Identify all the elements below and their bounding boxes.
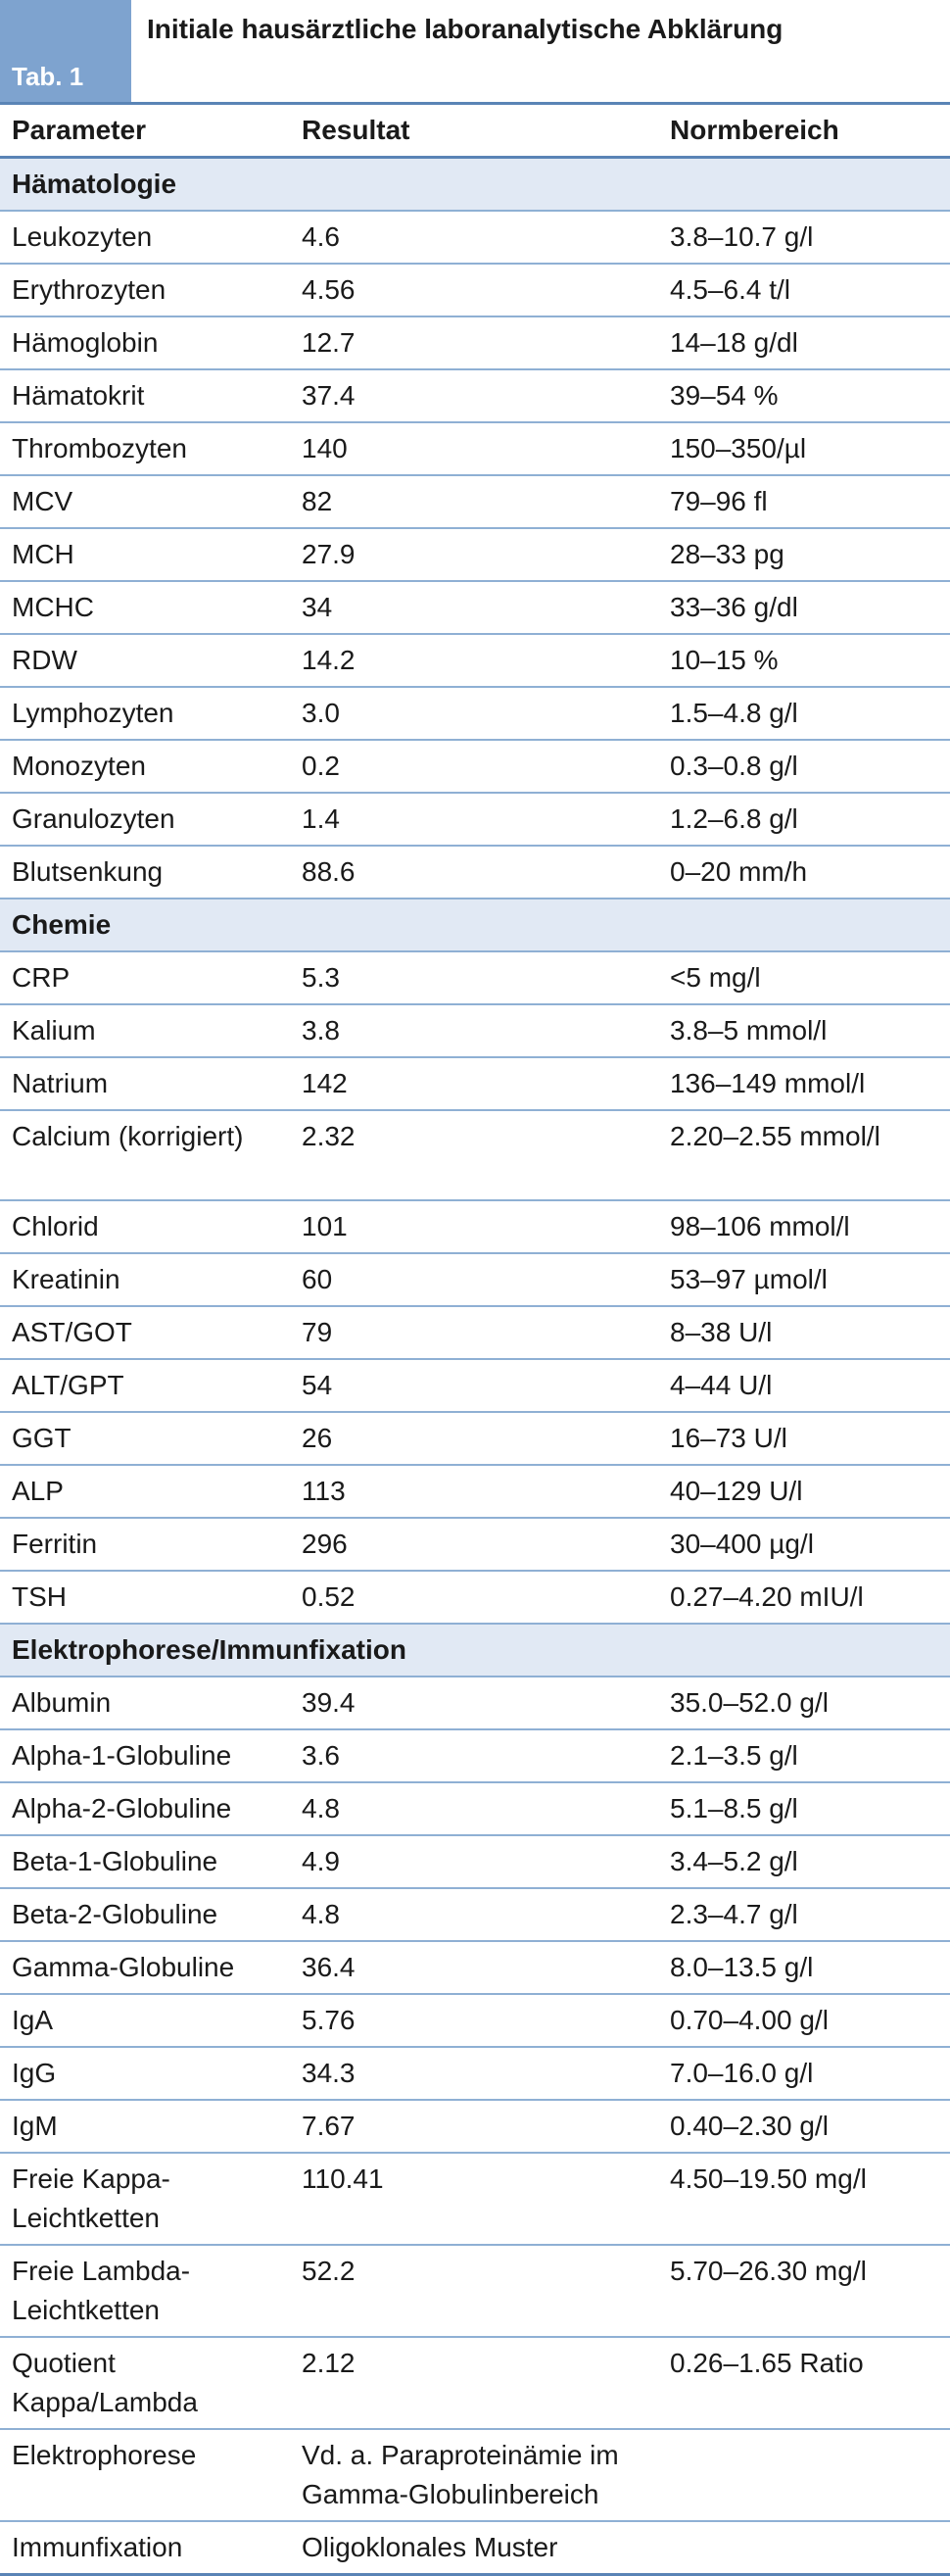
range-cell: 2.1–3.5 g/l [658,1729,950,1782]
table-row [0,1518,950,1571]
range-cell: 8.0–13.5 g/l [658,1941,950,1994]
parameter-cell: Kalium [0,1004,290,1057]
parameter-cell: TSH [0,1571,290,1624]
result-cell: 60 [290,1253,658,1306]
result-cell: 79 [290,1306,658,1359]
table-row [0,1465,950,1518]
table-row [0,1571,950,1624]
parameter-cell: Leukozyten [0,211,290,264]
table-row [0,1306,950,1359]
result-cell: 296 [290,1518,658,1571]
range-cell: 14–18 g/dl [658,316,950,369]
result-cell: 54 [290,1359,658,1412]
range-cell: 150–350/µl [658,422,950,475]
header-result: Resultat [290,104,658,158]
table-row [0,475,950,528]
result-cell: 36.4 [290,1941,658,1994]
range-cell: 0.3–0.8 g/l [658,740,950,793]
range-cell: 3.8–10.7 g/l [658,211,950,264]
table-row [0,1994,950,2047]
table-row [0,316,950,369]
range-cell: 30–400 µg/l [658,1518,950,1571]
parameter-cell: Freie Lambda-Leichtketten [0,2245,290,2337]
table-row [0,1729,950,1782]
table-header-row [0,104,950,158]
result-cell: 14.2 [290,634,658,687]
table-row [0,1412,950,1465]
parameter-cell: Lymphozyten [0,687,290,740]
table-row [0,1677,950,1729]
result-cell: 4.6 [290,211,658,264]
table-row [0,2100,950,2153]
section-header-row [0,158,950,212]
result-cell: 2.12 [290,2337,658,2429]
parameter-cell: Erythrozyten [0,264,290,316]
range-cell: 39–54 % [658,369,950,422]
table-row [0,1110,950,1200]
result-cell: Oligoklonales Muster [290,2521,658,2575]
parameter-cell: Quotient Kappa/Lambda [0,2337,290,2429]
table-row [0,1359,950,1412]
parameter-cell: Elektrophorese [0,2429,290,2521]
parameter-cell: ALT/GPT [0,1359,290,1412]
range-cell: 1.2–6.8 g/l [658,793,950,846]
result-cell: 26 [290,1412,658,1465]
parameter-cell: Thrombozyten [0,422,290,475]
result-cell: 5.3 [290,951,658,1004]
range-cell: 79–96 fl [658,475,950,528]
result-cell: 110.41 [290,2153,658,2245]
section-header-row [0,899,950,951]
result-cell: 3.6 [290,1729,658,1782]
result-cell: 82 [290,475,658,528]
table-row [0,1057,950,1110]
result-cell: 4.8 [290,1888,658,1941]
result-cell: 113 [290,1465,658,1518]
table-row [0,2337,950,2429]
section-title: Chemie [0,899,950,951]
result-cell: 39.4 [290,1677,658,1729]
header-parameter: Parameter [0,104,290,158]
parameter-cell: Ferritin [0,1518,290,1571]
parameter-cell: AST/GOT [0,1306,290,1359]
table-row [0,1253,950,1306]
result-cell: 4.8 [290,1782,658,1835]
parameter-cell: GGT [0,1412,290,1465]
table-row [0,2429,950,2521]
parameter-cell: Calcium (korrigiert) [0,1110,290,1200]
table-row [0,528,950,581]
range-cell: 33–36 g/dl [658,581,950,634]
table-row [0,2245,950,2337]
range-cell: 28–33 pg [658,528,950,581]
result-cell: 0.2 [290,740,658,793]
parameter-cell: Granulozyten [0,793,290,846]
table-row [0,951,950,1004]
result-cell: 3.8 [290,1004,658,1057]
range-cell: 53–97 µmol/l [658,1253,950,1306]
range-cell: 0.70–4.00 g/l [658,1994,950,2047]
parameter-cell: Beta-2-Globuline [0,1888,290,1941]
table-row [0,581,950,634]
table-row [0,740,950,793]
parameter-cell: Albumin [0,1677,290,1729]
result-cell: 1.4 [290,793,658,846]
parameter-cell: Alpha-1-Globuline [0,1729,290,1782]
parameter-cell: IgA [0,1994,290,2047]
parameter-cell: CRP [0,951,290,1004]
result-cell: 0.52 [290,1571,658,1624]
parameter-cell: Kreatinin [0,1253,290,1306]
result-cell: Vd. a. Paraproteinämie im Gamma-Globulinbereich [290,2429,658,2521]
table-row [0,211,950,264]
table-row [0,793,950,846]
table-title: Initiale hausärztliche laboranalytische Abklärung [147,14,784,44]
result-cell: 4.9 [290,1835,658,1888]
lab-results-table [0,102,950,2576]
range-cell [658,2429,950,2521]
table-row [0,264,950,316]
table-row [0,1835,950,1888]
parameter-cell: Alpha-2-Globuline [0,1782,290,1835]
range-cell: 0–20 mm/h [658,846,950,899]
parameter-cell: IgM [0,2100,290,2153]
range-cell: 5.70–26.30 mg/l [658,2245,950,2337]
table-body [0,158,950,2575]
range-cell: 0.40–2.30 g/l [658,2100,950,2153]
parameter-cell: Hämoglobin [0,316,290,369]
range-cell: 0.26–1.65 Ratio [658,2337,950,2429]
parameter-cell: Blutsenkung [0,846,290,899]
parameter-cell: Freie Kappa-Leichtketten [0,2153,290,2245]
table-title-bar [0,0,950,102]
result-cell: 52.2 [290,2245,658,2337]
range-cell [658,2521,950,2575]
parameter-cell: Gamma-Globuline [0,1941,290,1994]
range-cell: 3.8–5 mmol/l [658,1004,950,1057]
parameter-cell: ALP [0,1465,290,1518]
range-cell: 40–129 U/l [658,1465,950,1518]
result-cell: 3.0 [290,687,658,740]
header-range: Normbereich [658,104,950,158]
range-cell: 98–106 mmol/l [658,1200,950,1253]
range-cell: <5 mg/l [658,951,950,1004]
range-cell: 2.20–2.55 mmol/l [658,1110,950,1200]
parameter-cell: Chlorid [0,1200,290,1253]
table-row [0,846,950,899]
range-cell: 4–44 U/l [658,1359,950,1412]
range-cell: 136–149 mmol/l [658,1057,950,1110]
table-row [0,1888,950,1941]
result-cell: 34 [290,581,658,634]
table-row [0,2521,950,2575]
table-row [0,1782,950,1835]
parameter-cell: Immunfixation [0,2521,290,2575]
parameter-cell: IgG [0,2047,290,2100]
table-row [0,1200,950,1253]
section-title: Elektrophorese/Immunfixation [0,1624,950,1677]
range-cell: 10–15 % [658,634,950,687]
range-cell: 7.0–16.0 g/l [658,2047,950,2100]
result-cell: 2.32 [290,1110,658,1200]
result-cell: 27.9 [290,528,658,581]
result-cell: 4.56 [290,264,658,316]
range-cell: 5.1–8.5 g/l [658,1782,950,1835]
table-row [0,2153,950,2245]
result-cell: 34.3 [290,2047,658,2100]
range-cell: 1.5–4.8 g/l [658,687,950,740]
table-row [0,1004,950,1057]
section-header-row [0,1624,950,1677]
parameter-cell: Beta-1-Globuline [0,1835,290,1888]
parameter-cell: Monozyten [0,740,290,793]
range-cell: 16–73 U/l [658,1412,950,1465]
table-row [0,369,950,422]
range-cell: 0.27–4.20 mIU/l [658,1571,950,1624]
result-cell: 5.76 [290,1994,658,2047]
table-number-label: Tab. 1 [0,0,131,102]
table-row [0,634,950,687]
range-cell: 35.0–52.0 g/l [658,1677,950,1729]
range-cell: 4.5–6.4 t/l [658,264,950,316]
parameter-cell: Hämatokrit [0,369,290,422]
result-cell: 140 [290,422,658,475]
parameter-cell: MCV [0,475,290,528]
parameter-cell: MCHC [0,581,290,634]
result-cell: 142 [290,1057,658,1110]
table-row [0,2047,950,2100]
table-row [0,687,950,740]
result-cell: 12.7 [290,316,658,369]
table-row [0,422,950,475]
section-title: Hämatologie [0,158,950,212]
parameter-cell: MCH [0,528,290,581]
result-cell: 101 [290,1200,658,1253]
parameter-cell: Natrium [0,1057,290,1110]
range-cell: 4.50–19.50 mg/l [658,2153,950,2245]
parameter-cell: RDW [0,634,290,687]
result-cell: 88.6 [290,846,658,899]
result-cell: 7.67 [290,2100,658,2153]
result-cell: 37.4 [290,369,658,422]
range-cell: 2.3–4.7 g/l [658,1888,950,1941]
table-row [0,1941,950,1994]
range-cell: 8–38 U/l [658,1306,950,1359]
range-cell: 3.4–5.2 g/l [658,1835,950,1888]
